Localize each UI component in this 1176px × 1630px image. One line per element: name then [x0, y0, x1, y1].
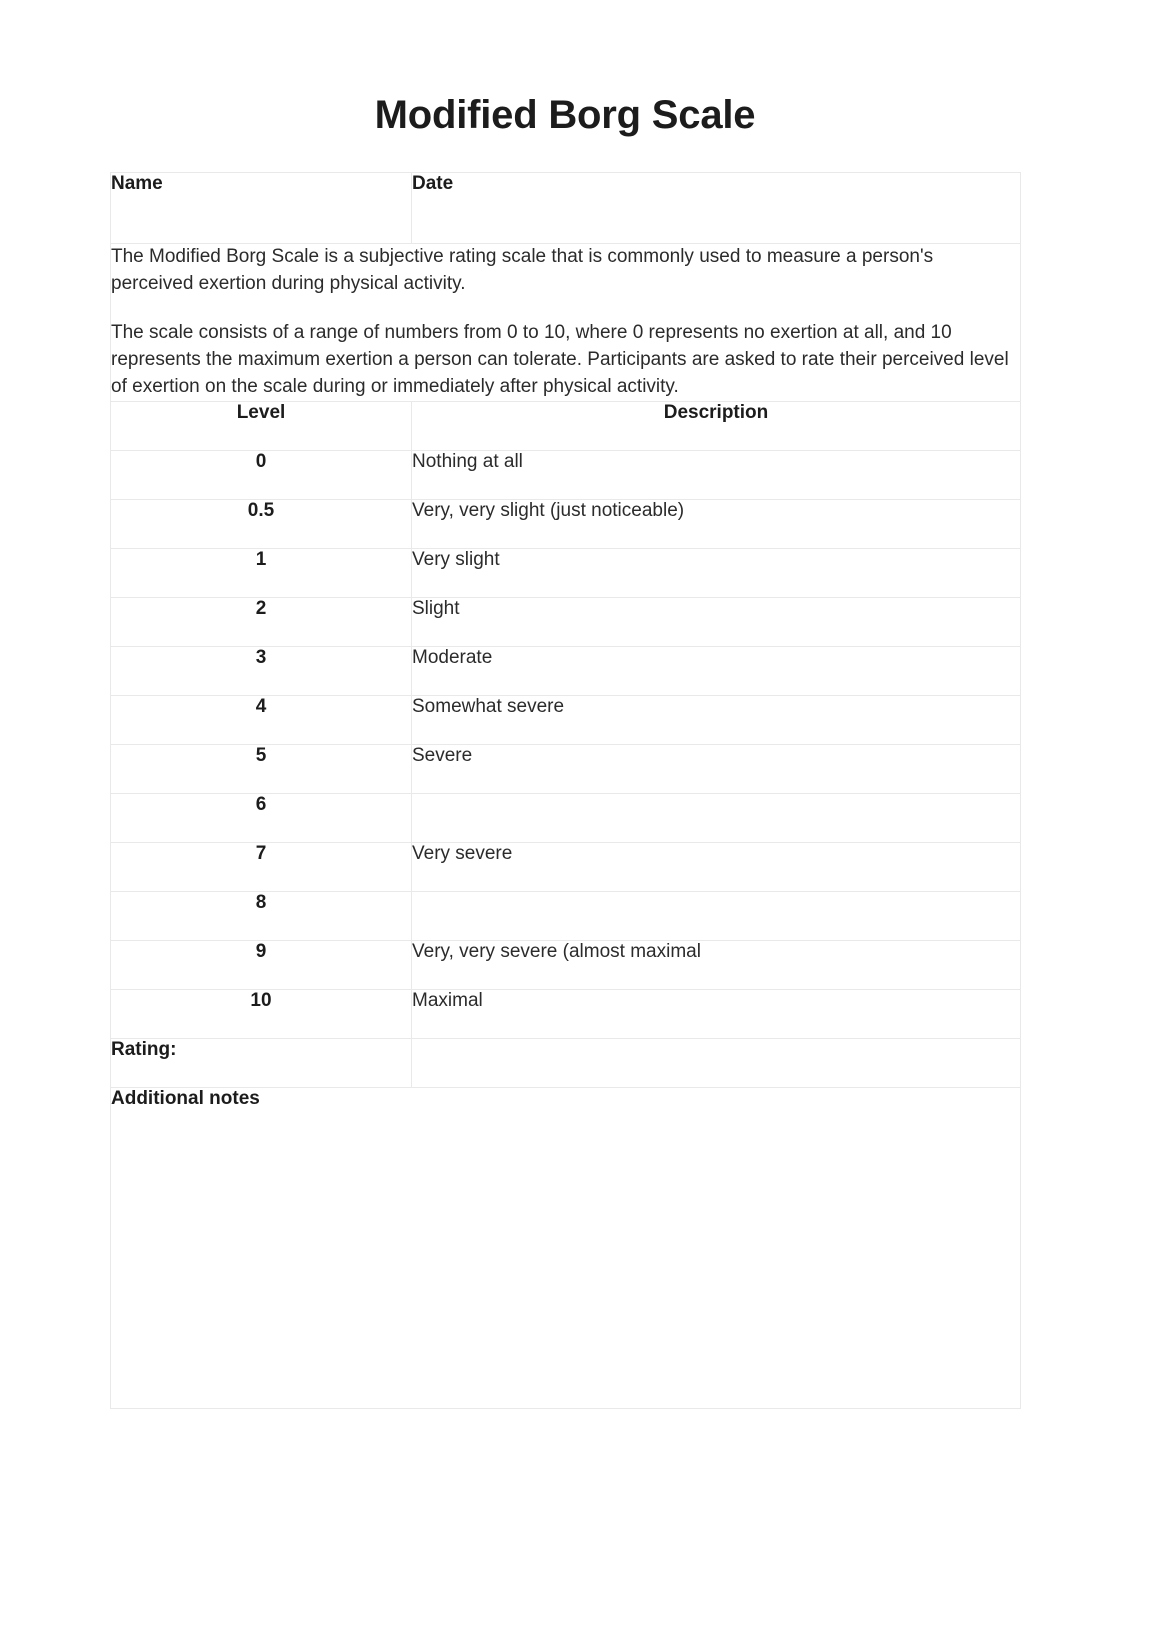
table-row: [111, 891, 1021, 940]
level-description: Maximal: [412, 989, 1021, 1038]
rating-row: [111, 1038, 1021, 1087]
level-description: Very, very slight (just noticeable): [412, 499, 1021, 548]
name-label: Name: [111, 173, 163, 194]
level-value: 9: [111, 940, 412, 989]
column-header-level: Level: [111, 401, 412, 450]
scale-header-row: [111, 401, 1021, 450]
table-row: [111, 548, 1021, 597]
level-description: Very, very severe (almost maximal: [412, 940, 1021, 989]
level-value: 1: [111, 548, 412, 597]
date-label: Date: [412, 173, 454, 194]
level-value: 8: [111, 891, 412, 940]
table-row: [111, 450, 1021, 499]
borg-scale-form-table: [110, 172, 1021, 1409]
level-description: Very slight: [412, 548, 1021, 597]
intro-paragraph-2: The scale consists of a range of numbers from 0 to 10, where 0 represents no exertion at all, and 10 represents the maximum exertion a person can tolerate. Participants are asked to rate their perceived level of exertion on the scale during or immediately after physical activity.: [111, 321, 1009, 397]
column-header-description: Description: [412, 401, 1021, 450]
level-value: 7: [111, 842, 412, 891]
date-field-cell[interactable]: [412, 173, 1021, 244]
table-row: [111, 989, 1021, 1038]
name-field-cell[interactable]: [111, 173, 412, 244]
intro-paragraph-1: The Modified Borg Scale is a subjective rating scale that is commonly used to measure a person's perceived exertion during physical activity.: [111, 246, 934, 294]
rating-label: Rating:: [111, 1038, 412, 1087]
level-value: 10: [111, 989, 412, 1038]
rating-input-cell[interactable]: [412, 1038, 1021, 1087]
table-row: [111, 793, 1021, 842]
level-description: Slight: [412, 597, 1021, 646]
table-row: [111, 597, 1021, 646]
notes-row: [111, 1087, 1021, 1408]
level-value: 3: [111, 646, 412, 695]
level-value: 0.5: [111, 499, 412, 548]
level-description: Moderate: [412, 646, 1021, 695]
table-row: [111, 695, 1021, 744]
level-description: [412, 891, 1021, 940]
level-description: Severe: [412, 744, 1021, 793]
level-description: Nothing at all: [412, 450, 1021, 499]
level-value: 2: [111, 597, 412, 646]
level-value: 5: [111, 744, 412, 793]
level-value: 6: [111, 793, 412, 842]
intro-cell: [111, 244, 1021, 402]
table-row: [111, 499, 1021, 548]
table-row: [111, 842, 1021, 891]
table-row: [111, 646, 1021, 695]
level-description: Very severe: [412, 842, 1021, 891]
table-row: [111, 744, 1021, 793]
table-row: [111, 940, 1021, 989]
additional-notes-cell[interactable]: [111, 1087, 1021, 1408]
intro-row: [111, 244, 1021, 402]
identity-row: [111, 173, 1021, 244]
level-description: Somewhat severe: [412, 695, 1021, 744]
level-description: [412, 793, 1021, 842]
level-value: 4: [111, 695, 412, 744]
level-value: 0: [111, 450, 412, 499]
additional-notes-label: Additional notes: [111, 1087, 260, 1109]
page-title: Modified Borg Scale: [374, 93, 756, 137]
